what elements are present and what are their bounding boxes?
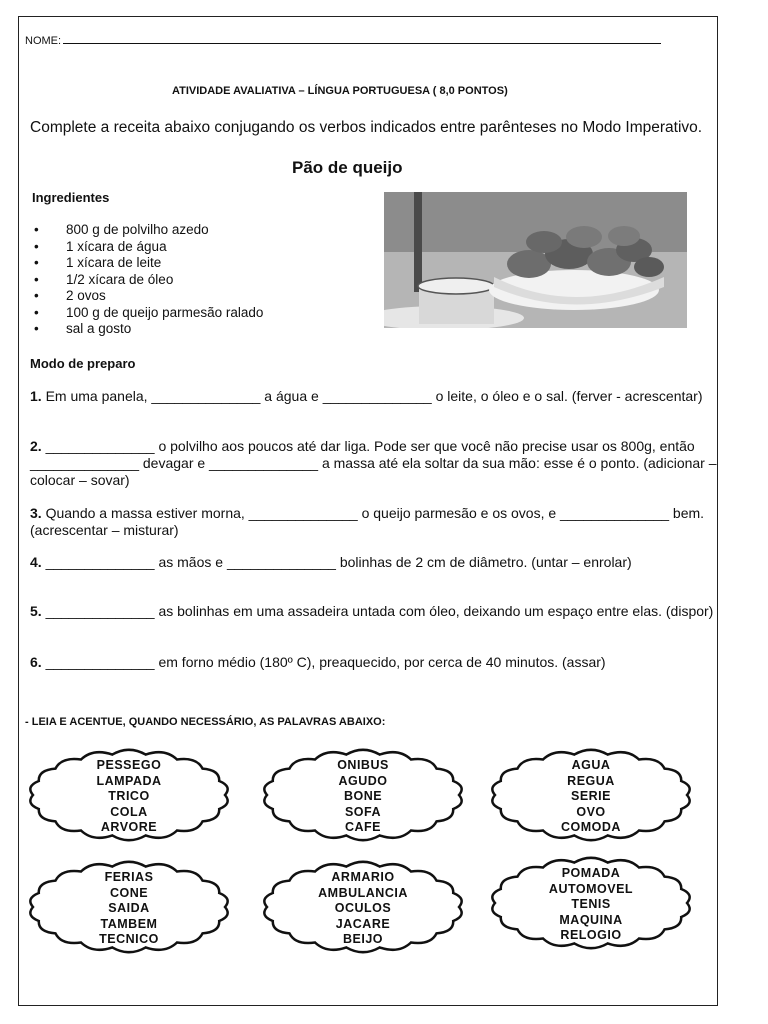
step-1 (30, 388, 720, 405)
step-number: 3. (30, 505, 42, 521)
photo-illustration (384, 192, 687, 328)
step-text[interactable]: Em uma panela, ______________ a água e ______________ o leite, o óleo e o sal. (ferver - acrescentar) (45, 388, 703, 404)
word-cloud (486, 856, 696, 951)
instructions: Complete a receita abaixo conjugando os verbos indicados entre parênteses no Modo Imperativo. (30, 119, 703, 136)
cloud-words: PESSEGO LAMPADA TRICO COLA ARVORE (96, 758, 162, 834)
step-text[interactable]: ______________ as mãos e ______________ bolinhas de 2 cm de diâmetro. (untar – enrolar) (45, 554, 632, 570)
step-text[interactable]: ______________ em forno médio (180º C), preaquecido, por cerca de 40 minutos. (assar) (45, 654, 606, 670)
step-6 (30, 654, 720, 671)
ingredient-item: • 100 g de queijo parmesão ralado (32, 305, 263, 322)
method-title: Modo de preparo (30, 356, 136, 371)
name-underline (63, 34, 661, 44)
ingredient-item: • 800 g de polvilho azedo (32, 222, 263, 239)
cloud-words: ARMARIO AMBULANCIA OCULOS JACARE BEIJO (318, 870, 408, 946)
step-text[interactable]: Quando a massa estiver morna, ______________ o queijo parmesão e os ovos, e ______________ bem. (acrescentar – misturar) (30, 505, 705, 538)
ingredient-item: • sal a gosto (32, 321, 263, 338)
activity-title: ATIVIDADE AVALIATIVA – LÍNGUA PORTUGUESA ( 8,0 PONTOS) (172, 85, 508, 97)
ingredients-list (32, 222, 263, 338)
recipe-title: Pão de queijo (292, 158, 403, 177)
name-field[interactable] (25, 34, 661, 47)
word-cloud (486, 748, 696, 843)
word-cloud (258, 748, 468, 843)
step-2 (30, 438, 720, 489)
step-number: 4. (30, 554, 42, 570)
step-number: 2. (30, 438, 42, 454)
step-text[interactable]: ______________ o polvilho aos poucos até dar liga. Pode ser que você não precise usar os 800g, então ______________ devagar e ______________ a massa até ela soltar da sua mão: esse é o ponto. (adicionar – colocar – sovar) (30, 438, 717, 488)
step-4 (30, 554, 720, 571)
step-number: 5. (30, 603, 42, 619)
step-number: 1. (30, 388, 42, 404)
ingredient-item: • 1 xícara de água (32, 239, 263, 256)
pao-de-queijo-photo (384, 192, 687, 328)
step-5 (30, 603, 720, 620)
name-label: NOME: (25, 35, 62, 47)
word-cloud (24, 860, 234, 955)
cloud-words: AGUA REGUA SERIE OVO COMODA (561, 758, 621, 834)
step-text[interactable]: ______________ as bolinhas em uma assadeira untada com óleo, deixando um espaço entre elas. (dispor) (45, 603, 714, 619)
cloud-words: POMADA AUTOMOVEL TENIS MAQUINA RELOGIO (548, 866, 634, 942)
ingredient-item: • 2 ovos (32, 288, 263, 305)
ingredients-title: Ingredientes (32, 190, 110, 205)
cloud-words: FERIAS CONE SAIDA TAMBEM TECNICO (99, 870, 159, 946)
ingredient-item: • 1 xícara de leite (32, 255, 263, 272)
cloud-words: ONIBUS AGUDO BONE SOFA CAFE (337, 758, 389, 834)
ingredient-item: • 1/2 xícara de óleo (32, 272, 263, 289)
section2-title: - LEIA E ACENTUE, QUANDO NECESSÁRIO, AS PALAVRAS ABAIXO: (25, 716, 386, 728)
step-number: 6. (30, 654, 42, 670)
step-3 (30, 505, 720, 539)
word-cloud (24, 748, 234, 843)
word-cloud (258, 860, 468, 955)
